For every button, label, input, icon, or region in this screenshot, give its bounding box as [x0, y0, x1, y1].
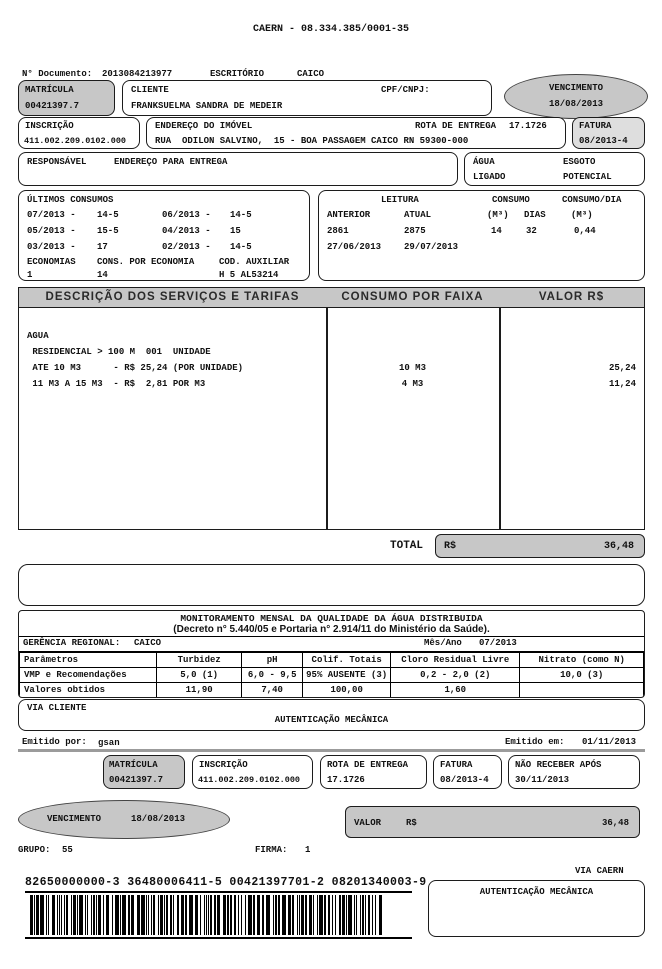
leitura-box [318, 190, 645, 281]
section-separator [18, 749, 645, 752]
agua-value: LIGADO [473, 172, 506, 182]
leitura-title: LEITURA [381, 195, 419, 205]
autenticacao-mecanica-label: AUTENTICAÇÃO MECÂNICA [274, 715, 389, 725]
qualidade-header-row [20, 653, 644, 668]
total-value: 36,48 [603, 541, 634, 552]
fatura-box [572, 117, 645, 149]
vmp-cell: 6,0 - 9,5 [242, 668, 303, 683]
autenticacao-mecanica-label: AUTENTICAÇÃO MECÂNICA [479, 887, 594, 897]
valores-cell: 100,00 [303, 683, 391, 698]
mes-ano-label: Mês/Ano [424, 638, 462, 648]
valores-cell: 11,90 [157, 683, 242, 698]
dias-value: 32 [526, 226, 537, 236]
data-leitura-anterior: 27/06/2013 [327, 242, 382, 252]
consumo-valor: 15 [230, 226, 241, 236]
gerencia-regional-value: CAICO [134, 638, 162, 648]
gerencia-row [19, 636, 644, 652]
esgoto-label: ESGOTO [563, 157, 596, 167]
param-header: Parâmetros [20, 653, 157, 668]
col-consumo-faixa: CONSUMO POR FAIXA [341, 291, 484, 303]
barcode-bottom-rule [25, 937, 412, 939]
vmp-cell: 95% AUSENTE (3) [303, 668, 391, 683]
consumo-valor: 14-5 [230, 210, 252, 220]
consumo-mes: 03/2013 - [27, 242, 76, 252]
ligacoes-box [464, 152, 645, 186]
economias-value: 1 [27, 270, 33, 280]
responsavel-label: RESPONSÁVEL [27, 157, 87, 167]
cliente-box [122, 80, 492, 116]
valores-cell [520, 683, 644, 698]
grupo-label: GRUPO: [18, 845, 51, 855]
vmp-cell: 10,0 (3) [520, 668, 644, 683]
vmp-row [20, 668, 644, 683]
valor-label: VALOR [354, 818, 382, 828]
barcode [30, 895, 406, 935]
col-valor: VALOR R$ [538, 291, 605, 303]
fatura-value: 08/2013-4 [579, 136, 628, 146]
consumo-dia-header: CONSUMO/DIA [562, 195, 622, 205]
grupo-value: 55 [62, 845, 73, 855]
consumo-mes: 04/2013 - [162, 226, 211, 236]
consumo-mes: 06/2013 - [162, 210, 211, 220]
mes-ano-value: 07/2013 [479, 638, 517, 648]
firma-value: 1 [305, 845, 311, 855]
consumo-valor: 17 [97, 242, 108, 252]
vmp-cell: 0,2 - 2,0 (2) [391, 668, 520, 683]
param-header: Colif. Totais [303, 653, 391, 668]
consumo-valor: 14-5 [230, 242, 252, 252]
consumo-dia-value: 0,44 [574, 226, 596, 236]
servicos-table [18, 287, 645, 530]
valores-cell: 1,60 [391, 683, 520, 698]
vmp-cell: 5,0 (1) [157, 668, 242, 683]
stub-vencimento-value: 18/08/2013 [131, 814, 186, 824]
stub-inscricao-label: INSCRIÇÃO [199, 760, 248, 770]
message-box [18, 564, 645, 606]
consumo-valor: 14-5 [97, 210, 119, 220]
fatura-label: FATURA [579, 121, 612, 131]
valor-value: 36,48 [601, 818, 629, 828]
stub-matricula-value: 00421397.7 [109, 775, 164, 785]
service-line-valor: 11,24 [608, 379, 636, 389]
column-divider [499, 308, 501, 529]
matricula-value: 00421397.7 [25, 101, 80, 111]
nao-receber-value: 30/11/2013 [515, 775, 570, 785]
service-line-faixa: 10 M3 [398, 363, 426, 373]
param-header: Turbidez [157, 653, 242, 668]
endereco-value: RUA ODILON SALVINO, 15 - BOA PASSAGEM CAICO RN 59300-000 [155, 136, 469, 146]
consumo-mes: 07/2013 - [27, 210, 76, 220]
stub-rota-label: ROTA DE ENTREGA [327, 760, 409, 770]
gerencia-regional-label: GERÊNCIA REGIONAL: [23, 638, 121, 648]
stub-vencimento-label: VENCIMENTO [47, 814, 102, 824]
atual-label: ATUAL [404, 210, 432, 220]
barcode-top-rule [25, 891, 412, 893]
responsavel-box [18, 152, 458, 186]
consumo-header: CONSUMO [492, 195, 530, 205]
service-line-valor: 25,24 [608, 363, 636, 373]
ultimos-consumos-box [18, 190, 310, 281]
endereco-box [146, 117, 566, 149]
stub-nao-receber-box [508, 755, 640, 789]
company-header: CAERN - 08.334.385/0001-35 [252, 24, 410, 35]
leitura-atual-value: 2875 [404, 226, 426, 236]
matricula-label: MATRÍCULA [25, 85, 74, 95]
qualidade-table [19, 652, 644, 698]
office-value: CAICO [297, 69, 325, 79]
cpf-cnpj-label: CPF/CNPJ: [381, 85, 430, 95]
cod-auxiliar-label: COD. AUXILIAR [219, 257, 290, 267]
emitido-por-label: Emitido por: [22, 737, 87, 747]
ultimos-consumos-title: ÚLTIMOS CONSUMOS [27, 195, 114, 205]
consumo-mes: 05/2013 - [27, 226, 76, 236]
matricula-box [18, 80, 115, 116]
stub-rota-box [320, 755, 427, 789]
cliente-name: FRANKSUELMA SANDRA DE MEDEIR [131, 101, 283, 111]
total-label: TOTAL [390, 540, 424, 552]
inscricao-value: 411.002.209.0102.000 [24, 136, 127, 146]
qualidade-box [18, 610, 645, 698]
stub-fatura-label: FATURA [440, 760, 473, 770]
vencimento-ellipse [504, 74, 648, 119]
consumo-mes: 02/2013 - [162, 242, 211, 252]
valor-currency: R$ [406, 818, 417, 828]
doc-number-label: N° Documento: [22, 69, 93, 79]
service-line-faixa: 4 M3 [401, 379, 424, 389]
qualidade-title-1: MONITORAMENTO MENSAL DA QUALIDADE DA ÁGUA DISTRIBUIDA [180, 613, 483, 624]
data-leitura-atual: 29/07/2013 [404, 242, 459, 252]
vencimento-label: VENCIMENTO [548, 83, 603, 93]
cod-auxiliar-value: H 5 AL53214 [219, 270, 279, 280]
total-currency: R$ [444, 541, 457, 552]
inscricao-box [18, 117, 140, 149]
stub-valor-box [345, 806, 640, 838]
col-descricao: DESCRIÇÃO DOS SERVIÇOS E TARIFAS [45, 291, 300, 303]
param-header: Nitrato (como N) [520, 653, 644, 668]
cons-por-economia-value: 14 [97, 270, 108, 280]
rota-entrega-label: ROTA DE ENTREGA [415, 121, 497, 131]
valores-row [20, 683, 644, 698]
column-divider [326, 308, 328, 529]
office-label: ESCRITÓRIO [210, 69, 265, 79]
service-line-desc: ATE 10 M3 - R$ 25,24 (POR UNIDADE) [27, 363, 244, 373]
m3-label: (M³) [487, 210, 509, 220]
agua-label: ÁGUA [473, 157, 495, 167]
rota-entrega-value: 17.1726 [509, 121, 547, 131]
stub-vencimento-ellipse [18, 800, 230, 839]
valores-cell: 7,40 [242, 683, 303, 698]
anterior-label: ANTERIOR [327, 210, 371, 220]
stub-fatura-box [433, 755, 502, 789]
service-line-desc: RESIDENCIAL > 100 M 001 UNIDADE [27, 347, 211, 357]
autenticacao-box [428, 880, 645, 937]
consumo-valor: 15-5 [97, 226, 119, 236]
economias-label: ECONOMIAS [27, 257, 76, 267]
endereco-entrega-label: ENDEREÇO PARA ENTREGA [114, 157, 228, 167]
total-box [435, 534, 645, 558]
cliente-label: CLIENTE [131, 85, 169, 95]
consumo-m3-value: 14 [491, 226, 502, 236]
cons-por-economia-label: CONS. POR ECONOMIA [97, 257, 195, 267]
via-cliente-label: VIA CLIENTE [27, 703, 87, 713]
m3-dia-label: (M³) [571, 210, 593, 220]
stub-inscricao-value: 411.002.209.0102.000 [198, 775, 301, 785]
vmp-cell: VMP e Recomendações [20, 668, 157, 683]
esgoto-value: POTENCIAL [563, 172, 612, 182]
via-caern-label: VIA CAERN [575, 866, 624, 876]
nao-receber-label: NÃO RECEBER APÓS [515, 760, 602, 770]
qualidade-title-2: (Decreto n° 5.440/05 e Portaria n° 2.914/11 do Ministério da Saúde). [173, 624, 490, 635]
stub-rota-value: 17.1726 [327, 775, 365, 785]
stub-fatura-value: 08/2013-4 [440, 775, 489, 785]
emitido-em-value: 01/11/2013 [582, 737, 637, 747]
doc-number-value: 2013084213977 [102, 69, 173, 79]
vencimento-value: 18/08/2013 [548, 99, 603, 109]
param-header: Cloro Residual Livre [391, 653, 520, 668]
param-header: pH [242, 653, 303, 668]
firma-label: FIRMA: [255, 845, 288, 855]
emitido-por-value: gsan [98, 738, 120, 748]
dias-label: DIAS [524, 210, 546, 220]
valores-cell: Valores obtidos [20, 683, 157, 698]
service-line-desc: AGUA [27, 331, 49, 341]
service-line-desc: 11 M3 A 15 M3 - R$ 2,81 POR M3 [27, 379, 206, 389]
barcode-digits: 82650000000-3 36480006411-5 00421397701-2 08201340003-9 [25, 876, 427, 889]
leitura-anterior-value: 2861 [327, 226, 349, 236]
inscricao-label: INSCRIÇÃO [25, 121, 74, 131]
stub-matricula-label: MATRÍCULA [109, 760, 158, 770]
endereco-label: ENDEREÇO DO IMÓVEL [155, 121, 253, 131]
stub-inscricao-box [192, 755, 313, 789]
via-cliente-box [18, 699, 645, 731]
stub-matricula-box [103, 755, 185, 789]
emitido-em-label: Emitido em: [505, 737, 565, 747]
servicos-table-header [19, 288, 644, 308]
